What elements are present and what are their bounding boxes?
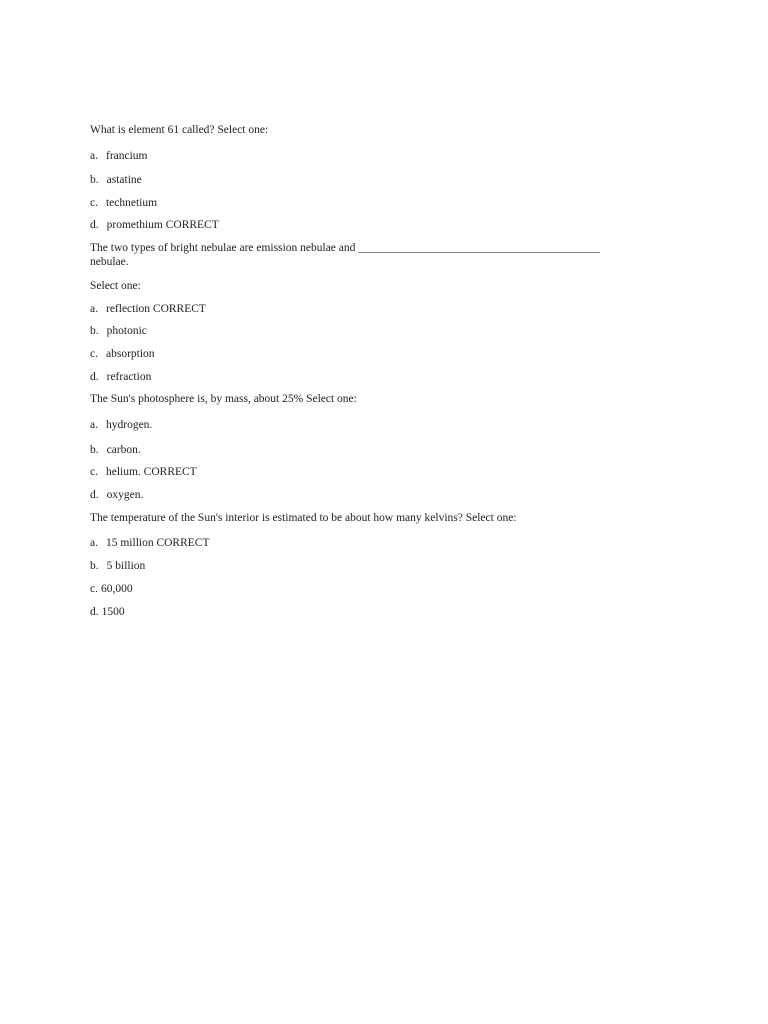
option-text: technetium: [105, 197, 158, 209]
option-text: 5 billion: [106, 560, 146, 572]
option-letter: d.: [90, 489, 99, 501]
question-2-select-one: Select one:: [90, 280, 141, 292]
option-letter: c.: [90, 583, 98, 595]
option-text: helium. CORRECT: [105, 466, 197, 478]
option-text: absorption: [105, 348, 155, 360]
option-text: reflection CORRECT: [105, 303, 206, 315]
option-letter: b.: [90, 444, 99, 456]
option-letter: b.: [90, 325, 99, 337]
question-1-option-c: [90, 196, 157, 210]
question-2-option-c: [90, 347, 155, 361]
option-letter: d.: [90, 219, 99, 231]
option-text: astatine: [106, 174, 142, 186]
question-3-option-d: [90, 488, 143, 502]
option-letter: b.: [90, 174, 99, 186]
option-text: 60,000: [100, 583, 133, 595]
option-text: francium: [105, 150, 148, 162]
question-2-option-d: [90, 370, 151, 384]
option-text: 15 million CORRECT: [105, 537, 210, 549]
option-letter: b.: [90, 560, 99, 572]
question-1-prompt: What is element 61 called? Select one:: [90, 124, 269, 136]
option-text: photonic: [106, 325, 147, 337]
question-3-option-b: [90, 443, 141, 457]
question-4-option-c: [90, 582, 133, 596]
option-text: hydrogen.: [105, 419, 153, 431]
question-1-option-d: [90, 218, 219, 232]
question-2-prompt: The two types of bright nebulae are emission nebulae and __________________________________________ nebulae.: [90, 242, 600, 268]
question-4-option-a: [90, 536, 210, 550]
question-4-option-d: [90, 605, 125, 619]
option-letter: a.: [90, 537, 98, 549]
question-2-option-b: [90, 324, 147, 338]
option-text: carbon.: [106, 444, 141, 456]
option-letter: c.: [90, 197, 98, 209]
question-3-option-c: [90, 465, 197, 479]
option-text: oxygen.: [106, 489, 144, 501]
question-1-option-b: [90, 173, 142, 187]
option-letter: d.: [90, 371, 99, 383]
option-letter: c.: [90, 466, 98, 478]
question-4-option-b: [90, 559, 145, 573]
option-text: 1500: [101, 606, 125, 618]
option-text: promethium CORRECT: [106, 219, 219, 231]
question-1-option-a: [90, 149, 148, 163]
option-letter: a.: [90, 150, 98, 162]
question-4-prompt: The temperature of the Sun's interior is estimated to be about how many kelvins? Select one:: [90, 512, 517, 524]
question-2-option-a: [90, 302, 206, 316]
question-3-option-a: [90, 418, 152, 432]
option-letter: a.: [90, 303, 98, 315]
option-text: refraction: [106, 371, 152, 383]
question-3-prompt: The Sun's photosphere is, by mass, about 25% Select one:: [90, 393, 357, 405]
option-letter: c.: [90, 348, 98, 360]
option-letter: a.: [90, 419, 98, 431]
option-letter: d.: [90, 606, 99, 618]
